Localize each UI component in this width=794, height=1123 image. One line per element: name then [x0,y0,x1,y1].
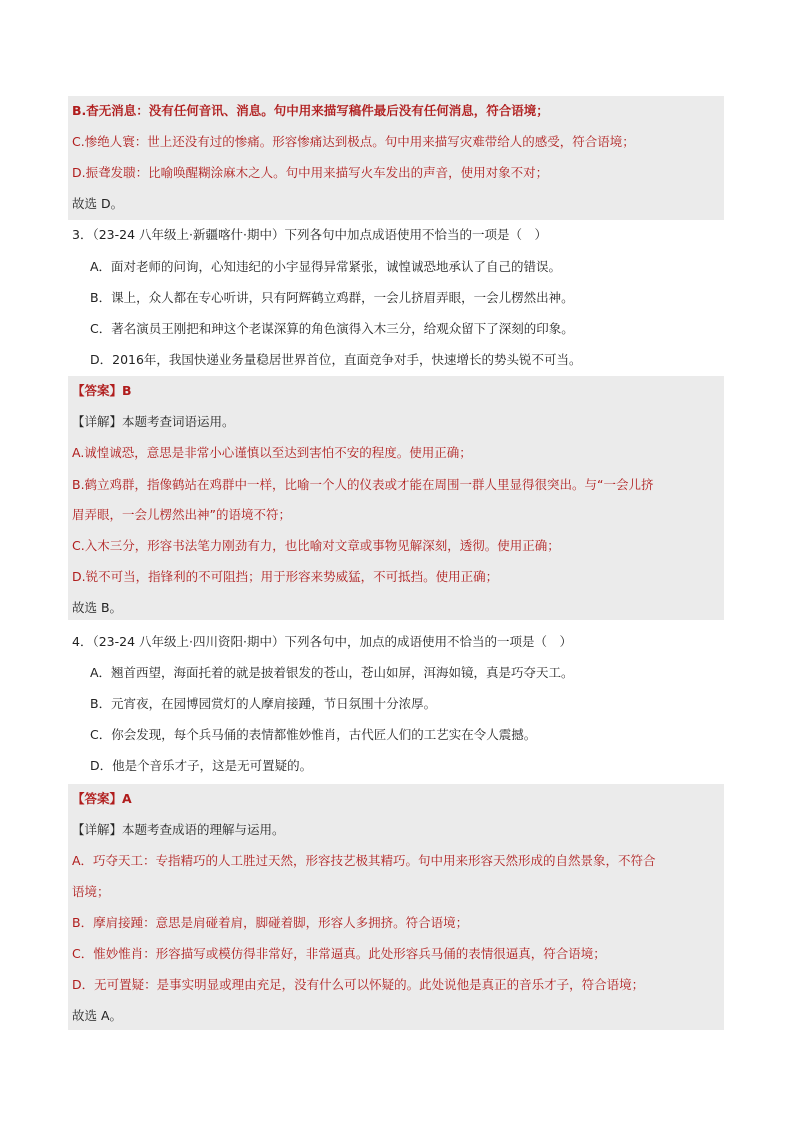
answer-block-q4 [68,784,724,1030]
question-4-option-c: C．你会发现，每个兵马俑的表情都惟妙惟肖，古代匠人们的工艺实在令人震撼。 [90,727,537,742]
question-4-stem: 4．（23-24 八年级上·四川资阳·期中）下列各句中，加点的成语使用不恰当的一项是（ ） [72,634,572,649]
explanation-a-line1: A．巧夺天工：专指精巧的人工胜过天然，形容技艺极其精巧。句中用来形容天然形成的自然景象，不符合 [72,853,656,868]
explanation-d: D.锐不可当，指锋利的不可阻挡；用于形容来势威猛，不可抵挡。使用正确； [72,569,499,584]
answer-label: 【答案】A [72,791,132,806]
answer-block-q3 [68,376,724,620]
detail-label: 【详解】本题考查词语运用。 [72,414,235,429]
answer-label: 【答案】B [72,383,132,398]
conclusion: 故选 D。 [72,196,124,211]
question-4-option-b: B．元宵夜，在园博园赏灯的人摩肩接踵，节日氛围十分浓厚。 [90,696,437,711]
conclusion: 故选 A。 [72,1008,123,1023]
question-3-option-a: A．面对老师的问询，心知违纪的小宇显得异常紧张，诚惶诚恐地承认了自己的错误。 [90,259,562,274]
detail-label: 【详解】本题考查成语的理解与运用。 [72,822,285,837]
explanation-d: D.振聋发聩：比喻唤醒糊涂麻木之人。句中用来描写火车发出的声音，使用对象不对； [72,165,549,180]
question-3-stem: 3．（23-24 八年级上·新疆喀什·期中）下列各句中加点成语使用不恰当的一项是（ ） [72,227,547,242]
explanation-b: B．摩肩接踵：意思是肩碰着肩，脚碰着脚，形容人多拥挤。符合语境； [72,915,469,930]
question-3-option-c: C．著名演员王刚把和珅这个老谋深算的角色演得入木三分，给观众留下了深刻的印象。 [90,321,574,336]
explanation-a-line2: 语境； [72,884,110,899]
explanation-c: C.入木三分，形容书法笔力刚劲有力，也比喻对文章或事物见解深刻，透彻。使用正确； [72,538,560,553]
conclusion: 故选 B。 [72,600,123,615]
explanation-b-line2: 眉弄眼，一会儿楞然出神”的语境不符； [72,507,291,522]
question-4-option-a: A．翘首西望，海面托着的就是披着银发的苍山，苍山如屏，洱海如镜，真是巧夺天工。 [90,665,574,680]
question-3-option-d: D．2016年，我国快递业务量稳居世界首位，直面竞争对手，快速增长的势头锐不可当。 [90,352,582,367]
question-3-option-b: B．课上，众人都在专心听讲，只有阿辉鹤立鸡群，一会儿挤眉弄眼，一会儿楞然出神。 [90,290,574,305]
explanation-c: C.惨绝人寰：世上还没有过的惨痛。形容惨痛达到极点。句中用来描写灾难带给人的感受，符合语境； [72,134,635,149]
explanation-block-q2 [68,96,724,220]
question-4-option-d: D．他是个音乐才子，这是无可置疑的。 [90,758,313,773]
explanation-b-line1: B.鹤立鸡群，指像鹤站在鸡群中一样，比喻一个人的仪表或才能在周围一群人里显得很突出。与“一会儿挤 [72,477,654,492]
explanation-c: C．惟妙惟肖：形容描写或模仿得非常好，非常逼真。此处形容兵马俑的表情很逼真，符合语境； [72,946,606,961]
explanation-b: B.杳无消息：没有任何音讯、消息。句中用来描写稿件最后没有任何消息，符合语境； [72,103,549,118]
explanation-a: A.诚惶诚恐，意思是非常小心谨慎以至达到害怕不安的程度。使用正确； [72,445,472,460]
explanation-d: D．无可置疑：是事实明显或理由充足，没有什么可以怀疑的。此处说他是真正的音乐才子，符合语境； [72,977,645,992]
